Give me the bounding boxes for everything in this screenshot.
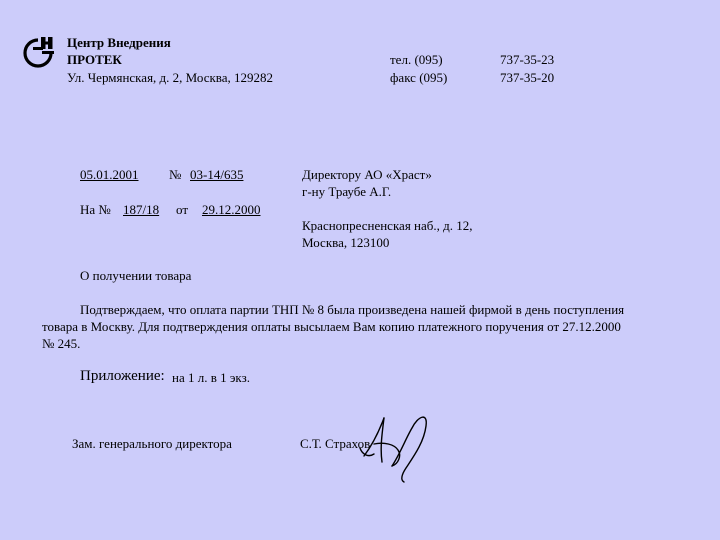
attachment-label: Приложение: xyxy=(80,368,165,384)
tel-label: тел. (095) xyxy=(390,52,443,67)
org-subname: ПРОТЕК xyxy=(67,52,122,67)
tel-number: 737-35-23 xyxy=(500,52,555,67)
org-address: Ул. Чермянская, д. 2, Москва, 129282 xyxy=(67,70,274,85)
body-line-2: товара в Москву. Для подтверждения оплаты высылаем Вам копию платежного поручения от 27.12.2000 xyxy=(42,319,621,334)
protek-logo-icon xyxy=(23,34,59,70)
recipient-line-1: Директору АО «Храст» xyxy=(302,167,432,182)
body-line-1: Подтверждаем, что оплата партии ТНП № 8 была произведена нашей фирмой в день поступления xyxy=(80,302,625,317)
subject: О получении товара xyxy=(80,268,192,283)
letter-number: 03-14/635 xyxy=(190,167,244,182)
body-line-3: № 245. xyxy=(42,336,81,351)
signatory-name: С.Т. Страхов xyxy=(300,436,371,451)
recipient-line-3: Краснопресненская наб., д. 12, xyxy=(302,218,473,233)
reply-date: 29.12.2000 xyxy=(202,202,261,217)
handwritten-signature-icon xyxy=(350,404,440,486)
fax-label: факс (095) xyxy=(390,70,448,85)
signatory-position: Зам. генерального директора xyxy=(72,436,232,451)
fax-number: 737-35-20 xyxy=(500,70,555,85)
reply-number: 187/18 xyxy=(123,202,160,217)
letter-number-label: № xyxy=(169,167,182,182)
recipient-line-2: г-ну Траубе А.Г. xyxy=(302,184,392,199)
recipient-line-4: Москва, 123100 xyxy=(302,235,390,250)
attachment-text: на 1 л. в 1 экз. xyxy=(172,370,250,385)
org-name: Центр Внедрения xyxy=(67,35,171,50)
reply-label: На № xyxy=(80,202,111,217)
letter-date: 05.01.2001 xyxy=(80,167,139,182)
reply-from-label: от xyxy=(176,202,189,217)
